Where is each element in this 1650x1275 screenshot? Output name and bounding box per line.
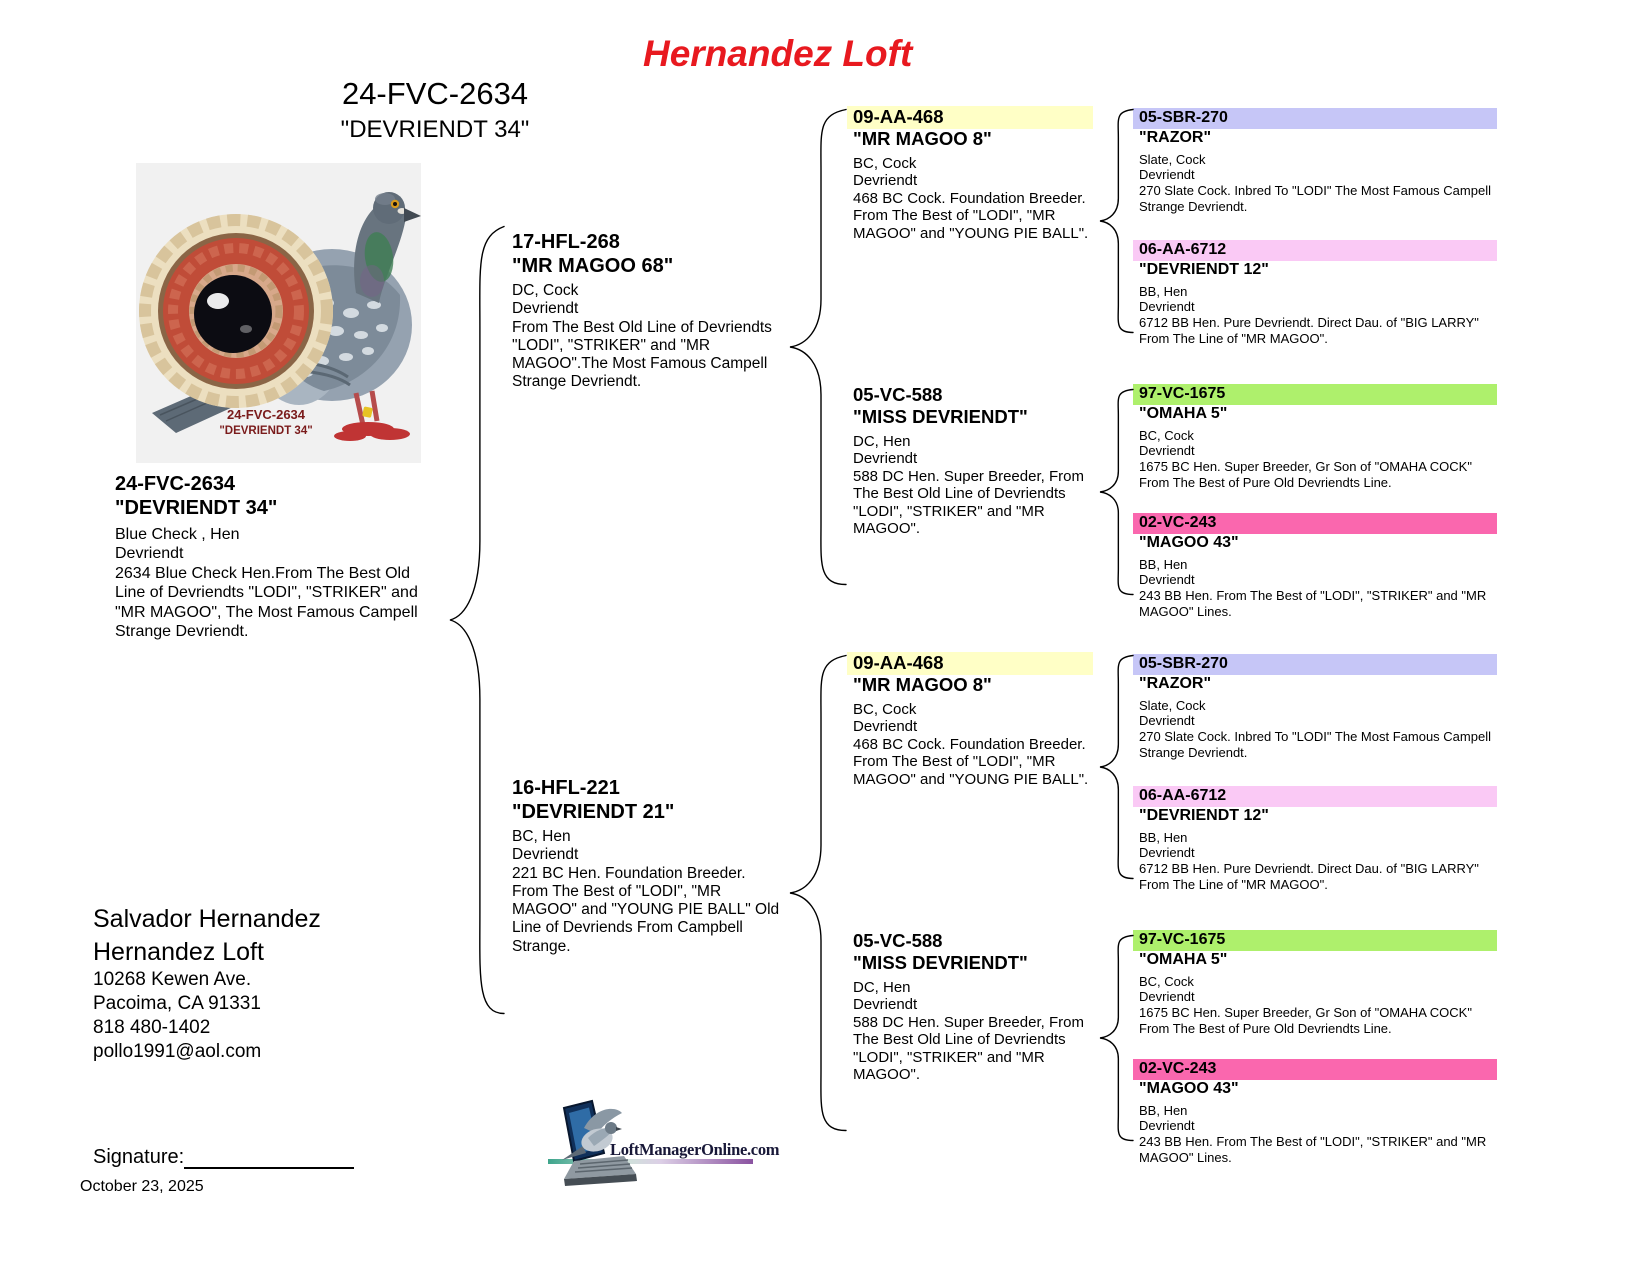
bird-description: 6712 BB Hen. Pure Devriendt. Direct Dau. of "BIG LARRY" From The Line of "MR MAGOO". bbox=[1139, 861, 1479, 892]
bird-name: "MAGOO 43" bbox=[1139, 533, 1239, 551]
bird-band: 16-HFL-221 bbox=[512, 777, 620, 799]
bird-color-sex: BC, Cock bbox=[1139, 427, 1194, 443]
bird-name: "MR MAGOO 8" bbox=[853, 128, 992, 150]
bird-band: 02-VC-243 bbox=[1133, 1059, 1497, 1080]
bird-description: 468 BC Cock. Foundation Breeder. From The Best of "LODI", "MR MAGOO" and "YOUNG PIE BALL". bbox=[853, 735, 1089, 788]
bird-band: 05-VC-588 bbox=[853, 384, 943, 405]
bird-strain: Devriendt bbox=[1139, 167, 1195, 183]
pedigree-brace bbox=[1098, 388, 1135, 596]
pedigree-brace bbox=[788, 654, 848, 1132]
bird-description: 468 BC Cock. Foundation Breeder. From The Best of "LODI", "MR MAGOO" and "YOUNG PIE BALL". bbox=[853, 189, 1089, 242]
bird-color-sex: DC, Cock bbox=[512, 282, 579, 299]
bird-strain: Devriendt bbox=[1139, 845, 1195, 861]
bird-color-sex: BC, Hen bbox=[512, 828, 571, 845]
pedigree-box-granddam-maternal bbox=[853, 930, 1093, 1084]
bird-name: "MISS DEVRIENDT" bbox=[853, 952, 1028, 974]
bird-band: 97-VC-1675 bbox=[1133, 384, 1497, 405]
bird-description: 270 Slate Cock. Inbred To "LODI" The Most Famous Campell Strange Devriendt. bbox=[1139, 183, 1491, 214]
owner-email: pollo1991@aol.com bbox=[93, 1040, 262, 1062]
bird-band: 09-AA-468 bbox=[847, 652, 1093, 675]
bird-name: "DEVRIENDT 12" bbox=[1139, 806, 1269, 824]
bird-color-sex: BB, Hen bbox=[1139, 283, 1188, 299]
bird-name: "OMAHA 5" bbox=[1139, 950, 1228, 968]
pedigree-box-greatgrand-6 bbox=[1139, 786, 1497, 892]
bird-description: 588 DC Hen. Super Breeder, From The Best Old Line of Devriendts "LODI", "STRIKER" and "MR MAGOO". bbox=[853, 467, 1084, 538]
bird-description: 6712 BB Hen. Pure Devriendt. Direct Dau. of "BIG LARRY" From The Line of "MR MAGOO". bbox=[1139, 315, 1479, 346]
bird-name: "MR MAGOO 68" bbox=[512, 255, 674, 277]
bird-strain: Devriendt bbox=[1139, 443, 1195, 459]
pedigree-box-greatgrand-7 bbox=[1139, 930, 1497, 1036]
bird-name: "DEVRIENDT 34" bbox=[115, 497, 278, 520]
owner-loft-name: Hernandez Loft bbox=[93, 937, 264, 966]
bird-strain: Devriendt bbox=[1139, 989, 1195, 1005]
pedigree-brace bbox=[448, 225, 506, 1015]
pedigree-box-main bbox=[115, 472, 437, 642]
bird-color-sex: Slate, Cock bbox=[1139, 151, 1206, 167]
bird-description: 243 BB Hen. From The Best of "LODI", "STRIKER" and "MR MAGOO" Lines. bbox=[1139, 1134, 1487, 1165]
bird-band: 24-FVC-2634 bbox=[115, 473, 236, 495]
logo-text: LoftManagerOnline.com bbox=[610, 1140, 780, 1159]
bird-strain: Devriendt bbox=[853, 996, 918, 1014]
bird-description: 1675 BC Hen. Super Breeder, Gr Son of "OMAHA COCK" From The Best of Pure Old Devriendts Line. bbox=[1139, 1005, 1472, 1036]
bird-color-sex: BB, Hen bbox=[1139, 556, 1188, 572]
pedigree-box-greatgrand-8 bbox=[1139, 1059, 1497, 1165]
bird-strain: Devriendt bbox=[853, 718, 918, 736]
signature-row bbox=[93, 1146, 354, 1169]
bird-description: 270 Slate Cock. Inbred To "LODI" The Most Famous Campell Strange Devriendt. bbox=[1139, 729, 1491, 760]
bird-strain: Devriendt bbox=[1139, 1118, 1195, 1134]
signature-label: Signature: bbox=[93, 1146, 185, 1168]
bird-name: "MISS DEVRIENDT" bbox=[853, 406, 1028, 428]
pedigree-box-greatgrand-1 bbox=[1139, 108, 1497, 214]
bird-description: From The Best Old Line of Devriendts "LODI", "STRIKER" and "MR MAGOO".The Most Famous Campell Strange Devriendt. bbox=[512, 318, 772, 391]
pedigree-box-greatgrand-2 bbox=[1139, 240, 1497, 346]
bird-color-sex: BC, Cock bbox=[1139, 973, 1194, 989]
pigeon-photo bbox=[136, 163, 421, 463]
bird-band: 05-SBR-270 bbox=[1133, 654, 1497, 675]
owner-phone: 818 480-1402 bbox=[93, 1016, 211, 1038]
bird-color-sex: DC, Hen bbox=[853, 978, 911, 996]
loftmanager-logo bbox=[548, 1096, 780, 1208]
bird-description: 221 BC Hen. Foundation Breeder. From The Best of "LODI", "MR MAGOO" and "YOUNG PIE BALL" Old Line of Devriends From Campbell Strange. bbox=[512, 864, 780, 955]
bird-color-sex: Slate, Cock bbox=[1139, 697, 1206, 713]
photo-caption-name: "DEVRIENDT 34" bbox=[219, 425, 313, 437]
bird-name: "OMAHA 5" bbox=[1139, 404, 1228, 422]
loft-title: Hernandez Loft bbox=[643, 33, 913, 74]
pedigree-box-dam bbox=[512, 776, 784, 956]
bird-band: 06-AA-6712 bbox=[1133, 786, 1497, 807]
pedigree-brace bbox=[1098, 934, 1135, 1142]
bird-color-sex: BC, Cock bbox=[853, 154, 917, 172]
main-bird-band-heading: 24-FVC-2634 bbox=[341, 76, 529, 111]
owner-block bbox=[93, 903, 321, 1064]
signature-line bbox=[184, 1147, 354, 1169]
pedigree-box-grandsire-maternal bbox=[853, 652, 1093, 788]
bird-name: "MAGOO 43" bbox=[1139, 1079, 1239, 1097]
pedigree-box-greatgrand-3 bbox=[1139, 384, 1497, 490]
pedigree-box-granddam-paternal bbox=[853, 384, 1093, 538]
pedigree-brace bbox=[1098, 654, 1135, 880]
bird-band: 17-HFL-268 bbox=[512, 231, 620, 253]
pedigree-box-greatgrand-5 bbox=[1139, 654, 1497, 760]
owner-address-line2: Pacoima, CA 91331 bbox=[93, 992, 261, 1014]
bird-name: "DEVRIENDT 12" bbox=[1139, 260, 1269, 278]
bird-band: 06-AA-6712 bbox=[1133, 240, 1497, 261]
bird-strain: Devriendt bbox=[853, 450, 918, 468]
bird-description: 588 DC Hen. Super Breeder, From The Best Old Line of Devriendts "LODI", "STRIKER" and "MR MAGOO". bbox=[853, 1013, 1084, 1084]
owner-name: Salvador Hernandez bbox=[93, 905, 321, 933]
bird-name: "DEVRIENDT 21" bbox=[512, 801, 675, 823]
bird-name: "RAZOR" bbox=[1139, 128, 1212, 146]
bird-strain: Devriendt bbox=[1139, 713, 1195, 729]
bird-band: 09-AA-468 bbox=[847, 106, 1093, 129]
pedigree-box-sire bbox=[512, 230, 784, 392]
pedigree-brace bbox=[788, 108, 848, 586]
photo-caption-band: 24-FVC-2634 bbox=[226, 407, 306, 422]
bird-color-sex: BC, Cock bbox=[853, 700, 917, 718]
bird-band: 05-SBR-270 bbox=[1133, 108, 1497, 129]
bird-band: 02-VC-243 bbox=[1133, 513, 1497, 534]
eye-inset bbox=[139, 214, 333, 408]
bird-band: 05-VC-588 bbox=[853, 930, 943, 951]
report-date: October 23, 2025 bbox=[80, 1178, 204, 1195]
bird-strain: Devriendt bbox=[115, 545, 184, 563]
bird-color-sex: DC, Hen bbox=[853, 432, 911, 450]
main-bird-name-heading: "DEVRIENDT 34" bbox=[340, 116, 530, 143]
bird-color-sex: BB, Hen bbox=[1139, 1102, 1188, 1118]
bird-color-sex: Blue Check , Hen bbox=[115, 525, 240, 543]
bird-name: "MR MAGOO 8" bbox=[853, 674, 992, 696]
bird-band: 97-VC-1675 bbox=[1133, 930, 1497, 951]
owner-address-line1: 10268 Kewen Ave. bbox=[93, 969, 252, 990]
bird-strain: Devriendt bbox=[853, 172, 918, 190]
bird-strain: Devriendt bbox=[1139, 572, 1195, 588]
pedigree-box-grandsire-paternal bbox=[853, 106, 1093, 242]
bird-name: "RAZOR" bbox=[1139, 674, 1212, 692]
pedigree-box-greatgrand-4 bbox=[1139, 513, 1497, 619]
pedigree-brace bbox=[1098, 108, 1135, 334]
bird-description: 243 BB Hen. From The Best of "LODI", "STRIKER" and "MR MAGOO" Lines. bbox=[1139, 588, 1487, 619]
bird-strain: Devriendt bbox=[512, 846, 579, 864]
bird-description: 2634 Blue Check Hen.From The Best Old Line of Devriendts "LODI", "STRIKER" and "MR MAGOO", The Most Famous Campell Strange Devriendt. bbox=[115, 564, 418, 641]
bird-strain: Devriendt bbox=[1139, 299, 1195, 315]
bird-description: 1675 BC Hen. Super Breeder, Gr Son of "OMAHA COCK" From The Best of Pure Old Devriendts Line. bbox=[1139, 459, 1472, 490]
bird-strain: Devriendt bbox=[512, 300, 579, 318]
bird-color-sex: BB, Hen bbox=[1139, 829, 1188, 845]
